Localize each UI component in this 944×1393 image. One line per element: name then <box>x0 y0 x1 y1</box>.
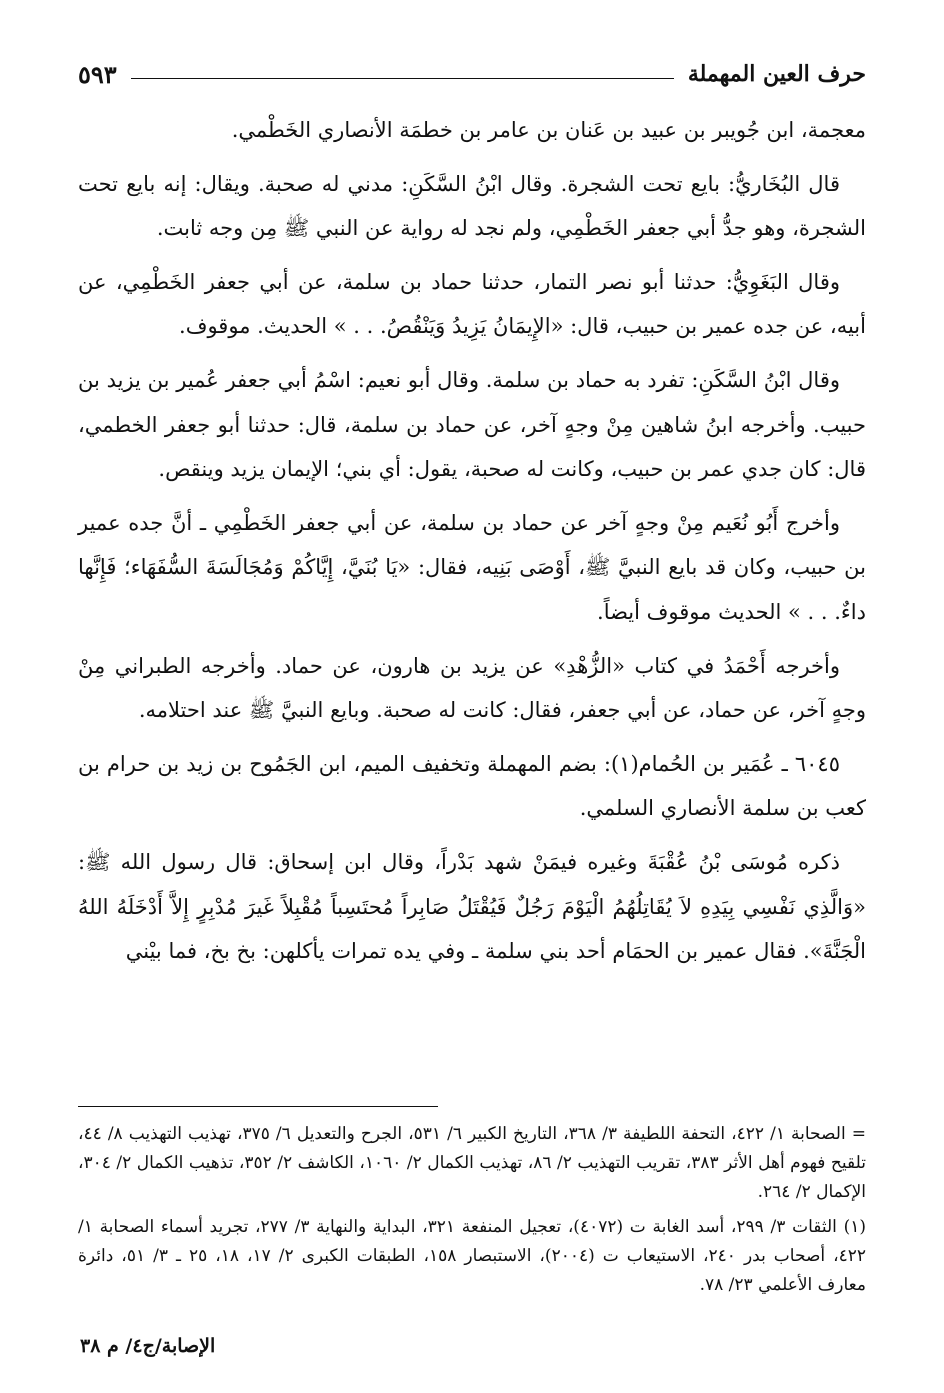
page-number: ٥٩٣ <box>78 59 117 89</box>
chapter-title: حرف العين المهملة <box>687 61 866 87</box>
footnote-separator <box>78 1106 438 1107</box>
paragraph: وقال البَغَوِيُّ: حدثنا أبو نصر التمار، حدثنا حماد بن سلمة، عن أبي جعفر الخَطْمِي، عن أبيه، عن جده عمير بن حبيب، قال: «الإِيمَانُ يَزِيدُ وَيَنْقُصُ. . . » الحديث. موقوف. <box>78 269 866 339</box>
paragraph: وقال ابْنُ السَّكَنِ: تفرد به حماد بن سلمة. وقال أبو نعيم: اسْمُ أبي جعفر عُمير بن يزيد بن حبيب. وأخرجه ابنُ شاهين مِنْ وجهٍ آخر، عن حماد بن سلمة، قال: حدثنا أبو جعفر الخطمي، قال: كان جدي عمر بن حبيب، وكانت له صحبة، يقول: أي بني؛ الإيمان يزيد وينقص. <box>78 367 866 482</box>
paragraph: معجمة، ابن جُويبر بن عبيد بن عَنان بن عامر بن خطمَة الأنصاري الخَطْمي. <box>231 118 866 142</box>
running-header <box>78 56 866 92</box>
main-text <box>78 108 866 983</box>
paragraph: ذكره مُوسَى بْنُ عُقْبَةَ وغيره فيمَنْ شهد بَدْراً، وقال ابن إسحاق: قال رسول الله ﷺ: «وَالَّذِي نَفْسِي بِيَدِهِ لاَ يُقَاتِلُهُمُ الْيَوْمَ رَجُلٌ فَيُقْتَلُ صَابِراً مُحتَسِباً مُقْبِلاً غَيرَ مُدْبِرٍ إِلاَّ أَدْخَلَهُ اللهُ الْجَنَّةَ». فقال عمير بن الحمَام أحد بني سلمة ـ وفي يده تمرات يأكلهن: بخ بخ، فما بيْني <box>78 849 866 964</box>
entry-heading-paragraph: ٦٠٤٥ ـ عُمَير بن الحُمام(١): بضم المهملة وتخفيف الميم، ابن الجَمُوح بن زيد بن حرام بن كعب بن سلمة الأنصاري السلمي. <box>78 751 866 821</box>
printer-signature: الإصابة/ج٤/ م ٣٨ <box>80 1335 216 1357</box>
paragraph: وأخرجه أَحْمَدُ في كتاب «الزُّهْدِ» عن يزيد بن هارون، عن حماد. وأخرجه الطبراني مِنْ وجهٍ آخر، عن حماد، عن أبي جعفر، فقال: كانت له صحبة. وبايع النبيَّ ﷺ عند احتلامه. <box>78 653 866 723</box>
footnote-continuation: = الصحابة ١/ ٤٢٢، التحفة اللطيفة ٣/ ٣٦٨، التاريخ الكبير ٦/ ٥٣١، الجرح والتعديل ٦/ ٣٧٥، تهذيب التهذيب ٨/ ٤٤، تلقيح فهوم أهل الأثر ٣٨٣، تقريب التهذيب ٢/ ٨٦، تهذيب الكمال ٢/ ١٠٦٠، الكاشف ٢/ ٣٥٢، تذهيب الكمال ٢/ ٣٠٤، الإكمال ٢/ ٢٦٤. <box>78 1124 866 1202</box>
footnote: (١) الثقات ٣/ ٢٩٩، أسد الغابة ت (٤٠٧٢)، تعجيل المنفعة ٣٢١، البداية والنهاية ٣/ ٢٧٧، تجريد أسماء الصحابة ١/ ٤٢٢، أصحاب بدر ٢٤٠، الاستيعاب ت (٢٠٠٤)، الاستبصار ١٥٨، الطبقات الكبرى ٢/ ١٧، ١٨، ٢٥ ـ ٣/ ٥١، دائرة معارف الأعلمي ٢٣/ ٧٨. <box>78 1217 867 1295</box>
footnotes <box>78 1120 866 1306</box>
paragraph: قال البُخَاريُّ: بايع تحت الشجرة. وقال ابْنُ السَّكَنِ: مدني له صحبة. ويقال: إنه بايع تحت الشجرة، وهو جدُّ أبي جعفر الخَطْمِي، ولم نجد له رواية عن النبي ﷺ مِن وجه ثابت. <box>78 171 866 241</box>
paragraph: وأخرج أَبُو نُعَيم مِنْ وجهٍ آخر عن حماد بن سلمة، عن أبي جعفر الخَطْمِي ـ أنَّ جده عمير بن حبيب، وكان قد بايع النبيَّ ﷺ، أَوْصَى بَنِيه، فقال: «يَا بُنَيَّ، إِيَّاكُمْ وَمُجَالَسَةَ السُّفَهَاء؛ فَإِنَّها داءٌ. . . » الحديث موقوف أيضاً. <box>78 510 866 624</box>
header-rule <box>131 78 674 79</box>
